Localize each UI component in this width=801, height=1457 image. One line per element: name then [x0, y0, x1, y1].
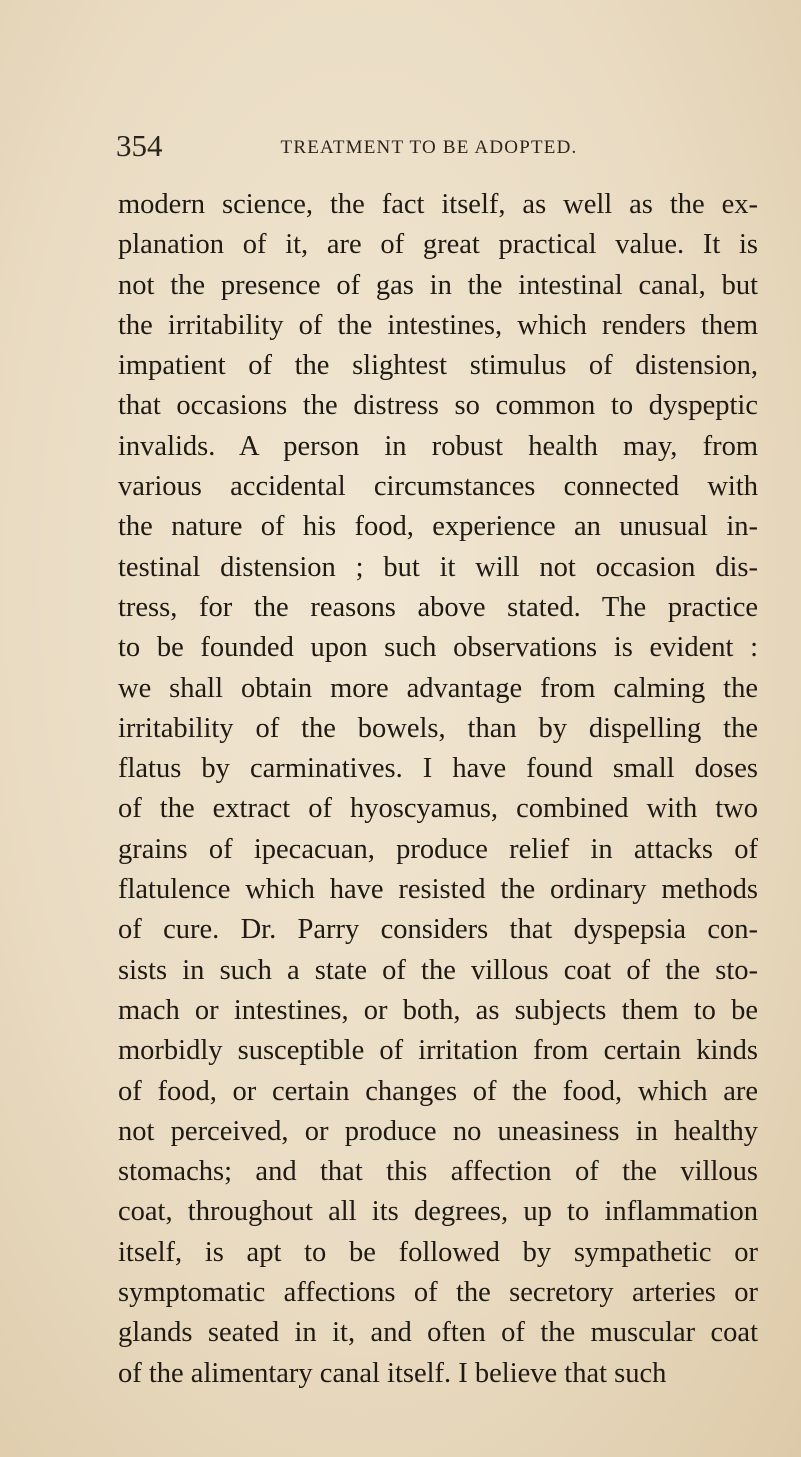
text-line: itself, is apt to be followed by sympathetic or — [118, 1236, 758, 1268]
text-line: invalids. A person in robust health may, from — [118, 430, 758, 462]
running-head — [116, 128, 756, 168]
text-line: of the alimentary canal itself. I believe that such — [118, 1357, 667, 1389]
text-line: symptomatic affections of the secretory arteries or — [118, 1277, 758, 1309]
text-line: planation of it, are of great practical value. It is — [118, 229, 758, 261]
text-line: of the extract of hyoscyamus, combined with two — [118, 793, 758, 825]
running-title: TREATMENT TO BE ADOPTED. — [280, 137, 578, 158]
text-line: not perceived, or produce no uneasiness in healthy — [118, 1115, 758, 1147]
text-line: morbidly susceptible of irritation from certain kinds — [118, 1035, 758, 1067]
body-text — [118, 185, 758, 1394]
text-line: mach or intestines, or both, as subjects them to be — [118, 994, 758, 1026]
text-line: irritability of the bowels, than by dispelling the — [118, 712, 758, 744]
page-number: 354 — [116, 128, 163, 163]
text-line: impatient of the slightest stimulus of distension, — [118, 350, 758, 382]
text-line: coat, throughout all its degrees, up to inflammation — [118, 1196, 758, 1228]
text-line: of cure. Dr. Parry considers that dyspepsia con- — [118, 914, 758, 946]
text-line: that occasions the distress so common to dyspeptic — [118, 390, 758, 422]
text-line: tress, for the reasons above stated. The practice — [118, 591, 758, 623]
text-line: stomachs; and that this affection of the villous — [118, 1156, 758, 1188]
text-line: modern science, the fact itself, as well as the ex- — [118, 189, 758, 220]
text-line: testinal distension ; but it will not occasion dis- — [118, 551, 758, 583]
text-line: flatulence which have resisted the ordinary methods — [118, 874, 758, 906]
text-line: of food, or certain changes of the food, which are — [118, 1075, 758, 1107]
text-line: various accidental circumstances connected with — [118, 471, 758, 503]
text-line: glands seated in it, and often of the muscular coat — [118, 1317, 758, 1349]
text-line: the irritability of the intestines, which renders them — [118, 309, 758, 341]
text-line: the nature of his food, experience an unusual in- — [118, 511, 758, 543]
text-line: we shall obtain more advantage from calming the — [118, 672, 758, 704]
text-line: flatus by carminatives. I have found small doses — [118, 753, 758, 785]
text-line: grains of ipecacuan, produce relief in attacks of — [118, 833, 758, 865]
text-line: not the presence of gas in the intestinal canal, but — [118, 269, 758, 301]
text-line: sists in such a state of the villous coat of the sto- — [118, 954, 758, 986]
text-line: to be founded upon such observations is evident : — [118, 632, 758, 664]
